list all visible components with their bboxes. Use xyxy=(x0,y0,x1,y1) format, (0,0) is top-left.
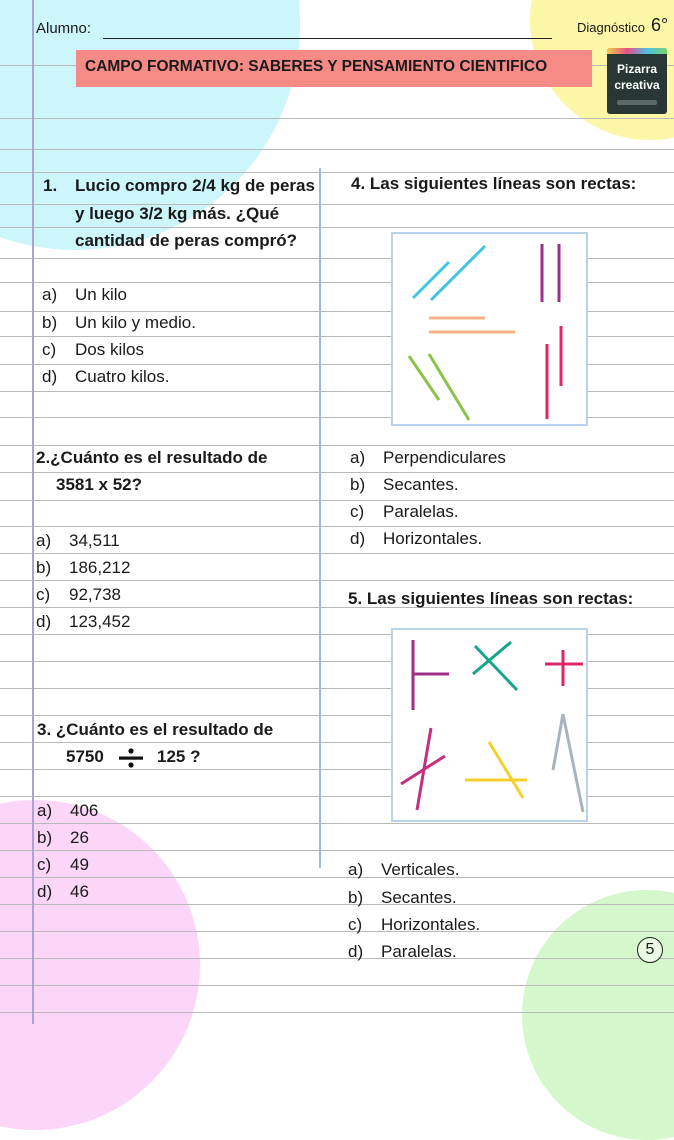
gray-line-2 xyxy=(563,714,583,812)
margin-line-left xyxy=(32,0,34,1024)
logo-text-line2: creativa xyxy=(614,78,660,92)
q2-text-line1: 2.¿Cuánto es el resultado de xyxy=(36,448,268,467)
student-name-field[interactable] xyxy=(103,38,552,39)
q2-option-a[interactable]: a) 34,511 xyxy=(36,531,120,550)
q3-divisor: 125 ? xyxy=(157,747,201,766)
q4-option-a[interactable]: a) Perpendiculares xyxy=(350,448,506,467)
q5-lines-figure xyxy=(391,628,588,822)
q4-option-b[interactable]: b) Secantes. xyxy=(350,475,459,494)
q5-option-a[interactable]: a) Verticales. xyxy=(348,860,460,879)
logo-pizarra-creativa xyxy=(607,48,667,114)
page-number-badge xyxy=(637,937,663,963)
q5-option-d[interactable]: d) Paralelas. xyxy=(348,942,457,961)
q1-text-line1: Lucio compro 2/4 kg de peras xyxy=(75,176,315,195)
q4-option-d[interactable]: d) Horizontales. xyxy=(350,529,483,548)
green-cross-line-2 xyxy=(473,642,511,674)
page-title: CAMPO FORMATIVO: SABERES Y PENSAMIENTO CIENTIFICO xyxy=(85,58,548,75)
q2-option-d[interactable]: d) 123,452 xyxy=(36,612,131,631)
q5-option-b[interactable]: b) Secantes. xyxy=(348,888,457,907)
cyan-line-1 xyxy=(413,262,449,298)
column-divider xyxy=(319,168,321,868)
q1-option-d[interactable]: d) Cuatro kilos. xyxy=(42,367,170,386)
q3-option-d[interactable]: d) 46 xyxy=(37,882,89,901)
division-sign-icon xyxy=(117,746,145,770)
yellow-slanted-line xyxy=(489,742,523,798)
q3-option-a[interactable]: a) 406 xyxy=(37,801,99,820)
q1-text-line2: y luego 3/2 kg más. ¿Qué xyxy=(75,204,280,223)
q2-text-line2: 3581 x 52? xyxy=(56,475,143,494)
student-label: Alumno: xyxy=(36,20,92,37)
page-number: 5 xyxy=(645,941,655,958)
green-circle-decoration xyxy=(522,890,674,1140)
q1-number: 1. xyxy=(43,176,58,195)
q4-lines-figure xyxy=(391,232,588,426)
grade-label: 6° xyxy=(651,15,669,35)
q3-text-line1: 3. ¿Cuánto es el resultado de xyxy=(37,720,274,739)
green-line-2 xyxy=(429,354,469,420)
q1-option-a[interactable]: a) Un kilo xyxy=(42,285,127,304)
q3-option-c[interactable]: c) 49 xyxy=(37,855,89,874)
q1-option-c[interactable]: c) Dos kilos xyxy=(42,340,144,359)
q3-dividend: 5750 xyxy=(66,747,104,766)
gray-line-1 xyxy=(553,714,563,770)
q5-title: 5. Las siguientes líneas son rectas: xyxy=(348,589,634,608)
q4-title: 4. Las siguientes líneas son rectas: xyxy=(351,174,637,193)
q1-text-line3: cantidad de peras compró? xyxy=(75,231,297,250)
q3-option-b[interactable]: b) 26 xyxy=(37,828,89,847)
logo-text-line1: Pizarra xyxy=(616,62,658,76)
q2-option-c[interactable]: c) 92,738 xyxy=(36,585,121,604)
q1-option-b[interactable]: b) Un kilo y medio. xyxy=(42,313,196,332)
q4-option-c[interactable]: c) Paralelas. xyxy=(350,502,459,521)
q5-option-c[interactable]: c) Horizontales. xyxy=(348,915,481,934)
q2-option-b[interactable]: b) 186,212 xyxy=(36,558,131,577)
diagnostic-label: Diagnóstico xyxy=(577,20,645,35)
